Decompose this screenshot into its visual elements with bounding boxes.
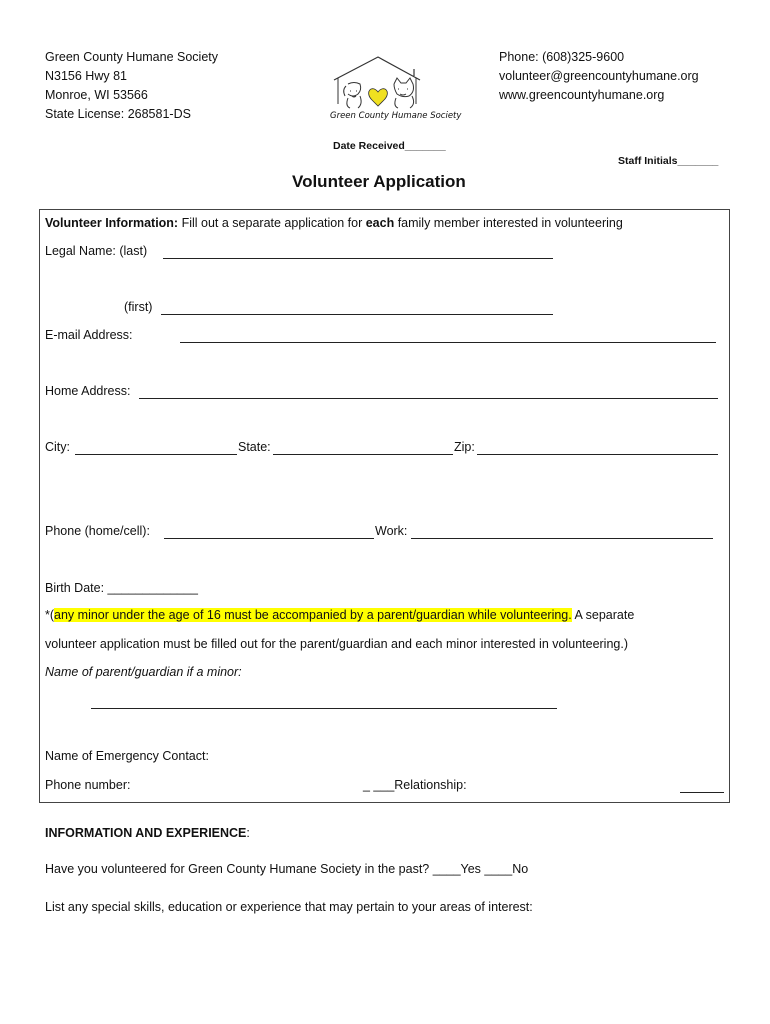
experience-heading-text: INFORMATION AND EXPERIENCE xyxy=(45,826,247,840)
home-address-label: Home Address: xyxy=(45,384,131,398)
email-label: E-mail Address: xyxy=(45,328,133,342)
experience-heading xyxy=(45,826,250,840)
minor-notice-highlight: any minor under the age of 16 must be accompanied by a parent/guardian while volunteering. xyxy=(54,608,572,622)
experience-heading-colon: : xyxy=(246,826,250,840)
org-name: Green County Humane Society xyxy=(45,50,219,64)
org-address-line2: Monroe, WI 53566 xyxy=(45,88,148,102)
guardian-input[interactable] xyxy=(91,708,557,709)
minor-notice-line2: volunteer application must be filled out for the parent/guardian and each minor interested in volunteering.) xyxy=(45,637,628,651)
org-contact-block xyxy=(45,48,218,124)
section-heading-each: each xyxy=(365,216,395,230)
guardian-label: Name of parent/guardian if a minor: xyxy=(45,665,242,679)
section-heading xyxy=(45,216,623,230)
special-skills-question: List any special skills, education or experience that may pertain to your areas of interest: xyxy=(45,900,533,914)
work-phone-label: Work: xyxy=(375,524,408,538)
legal-name-last-label: Legal Name: (last) xyxy=(45,244,148,258)
section-heading-text-b: family member interested in volunteering xyxy=(394,216,623,230)
logo-caption: Green County Humane Society xyxy=(330,111,462,121)
legal-name-first-label: (first) xyxy=(124,300,153,314)
date-received-field[interactable]: Date Received_______ xyxy=(333,140,446,152)
email-input[interactable] xyxy=(180,342,716,343)
org-license: State License: 268581-DS xyxy=(45,107,191,121)
state-input[interactable] xyxy=(273,454,453,455)
minor-notice-suffix: A separate xyxy=(571,608,635,622)
volunteered-before-question[interactable]: Have you volunteered for Green County Humane Society in the past? ____Yes ____No xyxy=(45,862,529,876)
org-website: www.greencountyhumane.org xyxy=(499,88,665,102)
zip-label: Zip: xyxy=(454,440,475,454)
legal-name-first-input[interactable] xyxy=(161,314,553,315)
emergency-phone-label: Phone number: xyxy=(45,778,131,792)
phone-home-input[interactable] xyxy=(164,538,374,539)
volunteer-info-section xyxy=(39,209,730,803)
city-input[interactable] xyxy=(75,454,237,455)
home-address-input[interactable] xyxy=(139,398,718,399)
org-address-line1: N3156 Hwy 81 xyxy=(45,69,127,83)
section-heading-label: Volunteer Information: xyxy=(45,216,179,230)
org-phone: Phone: (608)325-9600 xyxy=(499,50,625,64)
phone-home-label: Phone (home/cell): xyxy=(45,524,150,538)
legal-name-last-input[interactable] xyxy=(163,258,553,259)
org-online-block xyxy=(499,48,699,105)
staff-initials-field[interactable]: Staff Initials_______ xyxy=(618,155,719,167)
minor-notice-prefix: *( xyxy=(45,608,55,622)
emergency-contact-label: Name of Emergency Contact: xyxy=(45,749,209,763)
work-phone-input[interactable] xyxy=(411,538,713,539)
relationship-label: _ ___Relationship: xyxy=(363,778,467,792)
birth-date-field[interactable]: Birth Date: _____________ xyxy=(45,581,198,595)
state-label: State: xyxy=(238,440,271,454)
org-logo xyxy=(328,54,462,124)
section-heading-text-a: Fill out a separate application for xyxy=(178,216,366,230)
page-title: Volunteer Application xyxy=(292,172,466,191)
org-email: volunteer@greencountyhumane.org xyxy=(499,69,699,83)
zip-input[interactable] xyxy=(477,454,718,455)
relationship-input[interactable] xyxy=(680,792,724,793)
city-label: City: xyxy=(45,440,70,454)
minor-notice-line1 xyxy=(45,608,634,622)
